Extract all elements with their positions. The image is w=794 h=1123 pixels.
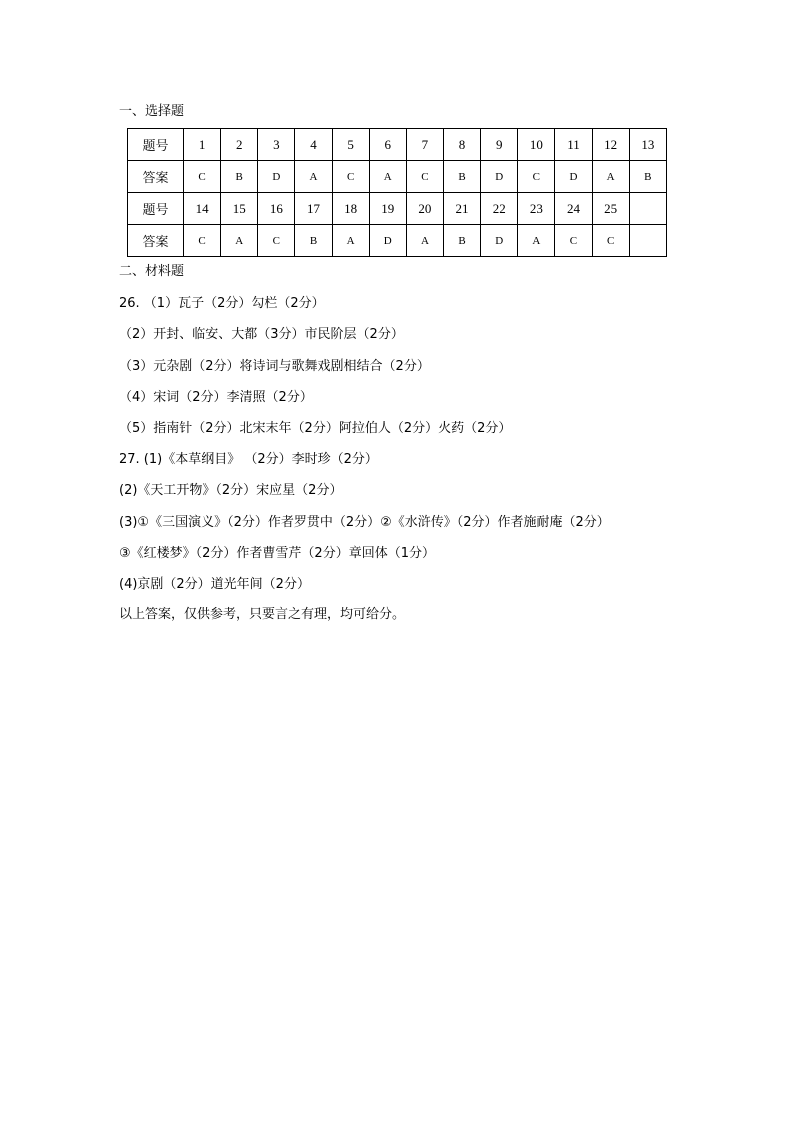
table-cell: 18 <box>332 193 369 225</box>
table-cell: 9 <box>481 129 518 161</box>
table-cell: A <box>295 161 332 193</box>
table-cell: C <box>184 225 221 257</box>
table-cell: 10 <box>518 129 555 161</box>
table-cell: 23 <box>518 193 555 225</box>
table-cell: B <box>221 161 258 193</box>
table-cell: 22 <box>481 193 518 225</box>
table-cell-empty <box>629 193 666 225</box>
table-cell: B <box>629 161 666 193</box>
answer-line-26-1: 26. （1）瓦子（2分）勾栏（2分） <box>119 296 325 311</box>
answer-line-26-5: （5）指南针（2分）北宋末年（2分）阿拉伯人（2分）火药（2分） <box>119 421 512 436</box>
table-cell: D <box>481 225 518 257</box>
table-cell: 6 <box>369 129 406 161</box>
table-cell: B <box>443 225 480 257</box>
table-cell: A <box>332 225 369 257</box>
answer-line-27-4: (4)京剧（2分）道光年间（2分） <box>119 577 310 592</box>
table-cell: C <box>592 225 629 257</box>
answer-line-27-1: 27. (1)《本草纲目》 （2分）李时珍（2分） <box>119 452 378 467</box>
table-cell: D <box>481 161 518 193</box>
table-cell: 19 <box>369 193 406 225</box>
answer-line-27-3-cont: ③《红楼梦》（2分）作者曹雪芹（2分）章回体（1分） <box>119 546 435 561</box>
row-label: 题号 <box>128 193 184 225</box>
row-label: 答案 <box>128 225 184 257</box>
table-cell: 13 <box>629 129 666 161</box>
table-row <box>128 193 667 225</box>
row-label: 答案 <box>128 161 184 193</box>
table-cell: 24 <box>555 193 592 225</box>
section-title-material: 二、材料题 <box>119 264 185 279</box>
table-cell: C <box>406 161 443 193</box>
table-cell: 11 <box>555 129 592 161</box>
table-cell: 15 <box>221 193 258 225</box>
table-cell: 21 <box>443 193 480 225</box>
table-cell: D <box>555 161 592 193</box>
table-cell: B <box>443 161 480 193</box>
table-cell: 5 <box>332 129 369 161</box>
table-cell-empty <box>629 225 666 257</box>
table-cell: 7 <box>406 129 443 161</box>
table-cell: 12 <box>592 129 629 161</box>
table-row <box>128 225 667 257</box>
table-cell: C <box>555 225 592 257</box>
table-cell: 16 <box>258 193 295 225</box>
answer-line-26-2: （2）开封、临安、大都（3分）市民阶层（2分） <box>119 327 404 342</box>
table-cell: D <box>258 161 295 193</box>
table-cell: A <box>369 161 406 193</box>
table-cell: A <box>592 161 629 193</box>
table-cell: 8 <box>443 129 480 161</box>
answer-line-27-2: (2)《天工开物》（2分）宋应星（2分） <box>119 483 343 498</box>
table-cell: 25 <box>592 193 629 225</box>
table-cell: B <box>295 225 332 257</box>
answer-line-26-4: （4）宋词（2分）李清照（2分） <box>119 390 313 405</box>
table-cell: A <box>221 225 258 257</box>
table-cell: C <box>518 161 555 193</box>
table-cell: 14 <box>184 193 221 225</box>
table-cell: 1 <box>184 129 221 161</box>
table-cell: C <box>258 225 295 257</box>
table-cell: C <box>184 161 221 193</box>
table-cell: 3 <box>258 129 295 161</box>
table-cell: A <box>518 225 555 257</box>
table-cell: D <box>369 225 406 257</box>
table-cell: 20 <box>406 193 443 225</box>
table-cell: 17 <box>295 193 332 225</box>
table-cell: C <box>332 161 369 193</box>
table-cell: 4 <box>295 129 332 161</box>
answer-table <box>127 128 667 257</box>
answer-line-26-3: （3）元杂剧（2分）将诗词与歌舞戏剧相结合（2分） <box>119 359 430 374</box>
table-cell: 2 <box>221 129 258 161</box>
row-label: 题号 <box>128 129 184 161</box>
table-cell: A <box>406 225 443 257</box>
section-title-choice: 一、选择题 <box>119 104 185 119</box>
table-row <box>128 161 667 193</box>
table-row <box>128 129 667 161</box>
answer-line-27-3: (3)①《三国演义》（2分）作者罗贯中（2分）②《水浒传》（2分）作者施耐庵（2分） <box>119 515 610 530</box>
footnote: 以上答案，仅供参考，只要言之有理，均可给分。 <box>119 607 406 622</box>
